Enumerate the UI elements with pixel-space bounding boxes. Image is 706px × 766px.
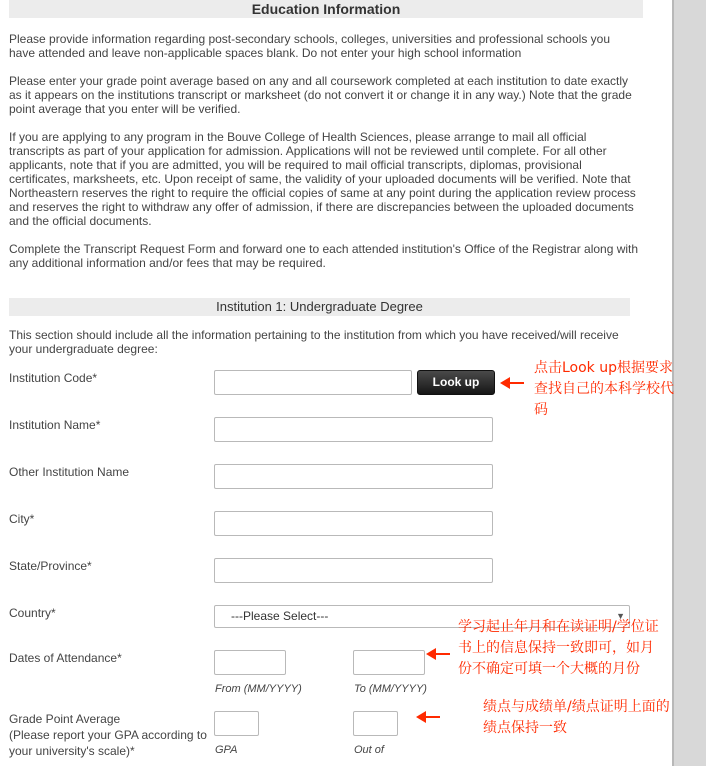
education-paragraph-2: Please enter your grade point average based on any and all coursework completed at each institution to date exactly as it appears on the institutions transcript or marksheet (do not convert it or change it in any way.) Note that the grade point average that you enter will be verified. xyxy=(9,74,632,116)
dates-annotation-line1: 学习起止年月和在读证明/学位证 xyxy=(458,619,659,635)
to-date-hint: To (MM/YYYY) xyxy=(354,683,427,695)
gpa-label-line2: (Please report your GPA according to xyxy=(9,728,207,742)
education-paragraph-1: Please provide information regarding post-secondary schools, colleges, universities and professional schools you have attended and leave non-applicable spaces blank. Do not enter your high school information xyxy=(9,32,610,60)
lookup-annotation xyxy=(534,358,674,421)
country-selected-value: ---Please Select--- xyxy=(231,609,329,623)
institution-header: Institution 1: Undergraduate Degree xyxy=(9,298,630,316)
education-header: Education Information xyxy=(9,0,643,18)
from-date-input[interactable] xyxy=(214,650,286,675)
education-paragraph-3: If you are applying to any program in the Bouve College of Health Sciences, please arrange to mail all official transcripts as part of your application for admission. Applications will not be reviewed until complete. For all other applicants, note that if you are admitted, you will be required to mail official transcripts, diplomas, provisional certificates, marksheets, etc. Upon receipt of same, the validity of your uploaded documents will be verified. Note that Northeastern reserves the right to require the official copies of same at any point during the application review process and reserves the right to withdraw any offer of admission, if there are discrepancies between the uploaded documents and the official documents. xyxy=(9,130,636,228)
city-label: City* xyxy=(9,512,35,526)
lookup-annotation-line1: 点击Look up根据要求 xyxy=(534,360,674,376)
red-arrow-left-icon xyxy=(500,376,526,390)
gpa-annotation xyxy=(483,697,670,739)
red-arrow-left-icon xyxy=(426,647,452,661)
other-institution-name-label: Other Institution Name xyxy=(9,465,130,479)
education-paragraph-4: Complete the Transcript Request Form and forward one to each attended institution's Office of the Registrar along with any additional information and/or fees that may be required. xyxy=(9,242,639,270)
out-of-hint: Out of xyxy=(354,744,384,756)
left-gutter xyxy=(0,0,8,766)
state-province-input[interactable] xyxy=(214,558,493,583)
institution-name-input[interactable] xyxy=(214,417,493,442)
from-date-hint: From (MM/YYYY) xyxy=(215,683,302,695)
institution-code-input[interactable] xyxy=(214,370,412,395)
right-scroll-strip xyxy=(672,0,706,766)
gpa-label-line3: your university's scale)* xyxy=(9,744,135,758)
gpa-input[interactable] xyxy=(214,711,259,736)
other-institution-name-input[interactable] xyxy=(214,464,493,489)
lookup-annotation-line2: 查找自己的本科学校代 xyxy=(534,381,674,397)
institution-code-label: Institution Code* xyxy=(9,371,98,385)
red-arrow-left-icon xyxy=(416,710,442,724)
out-of-input[interactable] xyxy=(353,711,398,736)
lookup-button[interactable]: Look up xyxy=(417,370,495,395)
gpa-label-line1: Grade Point Average xyxy=(9,712,121,726)
dates-annotation xyxy=(458,617,659,680)
gpa-hint: GPA xyxy=(215,744,238,756)
gpa-annotation-line1: 绩点与成绩单/绩点证明上面的 xyxy=(483,699,670,715)
chevron-down-icon: ▼ xyxy=(616,611,625,621)
institution-intro: This section should include all the information pertaining to the institution from which you have received/will receive your undergraduate degree: xyxy=(9,328,619,356)
dates-of-attendance-label: Dates of Attendance* xyxy=(9,651,122,665)
lookup-annotation-line3: 码 xyxy=(534,402,548,418)
to-date-input[interactable] xyxy=(353,650,425,675)
institution-name-label: Institution Name* xyxy=(9,418,101,432)
city-input[interactable] xyxy=(214,511,493,536)
dates-annotation-line2: 书上的信息保持一致即可，如月 xyxy=(458,640,654,656)
state-province-label: State/Province* xyxy=(9,559,92,573)
gpa-annotation-line2: 绩点保持一致 xyxy=(483,720,567,736)
country-label: Country* xyxy=(9,606,56,620)
dates-annotation-line3: 份不确定可填一个大概的月份 xyxy=(458,661,640,677)
